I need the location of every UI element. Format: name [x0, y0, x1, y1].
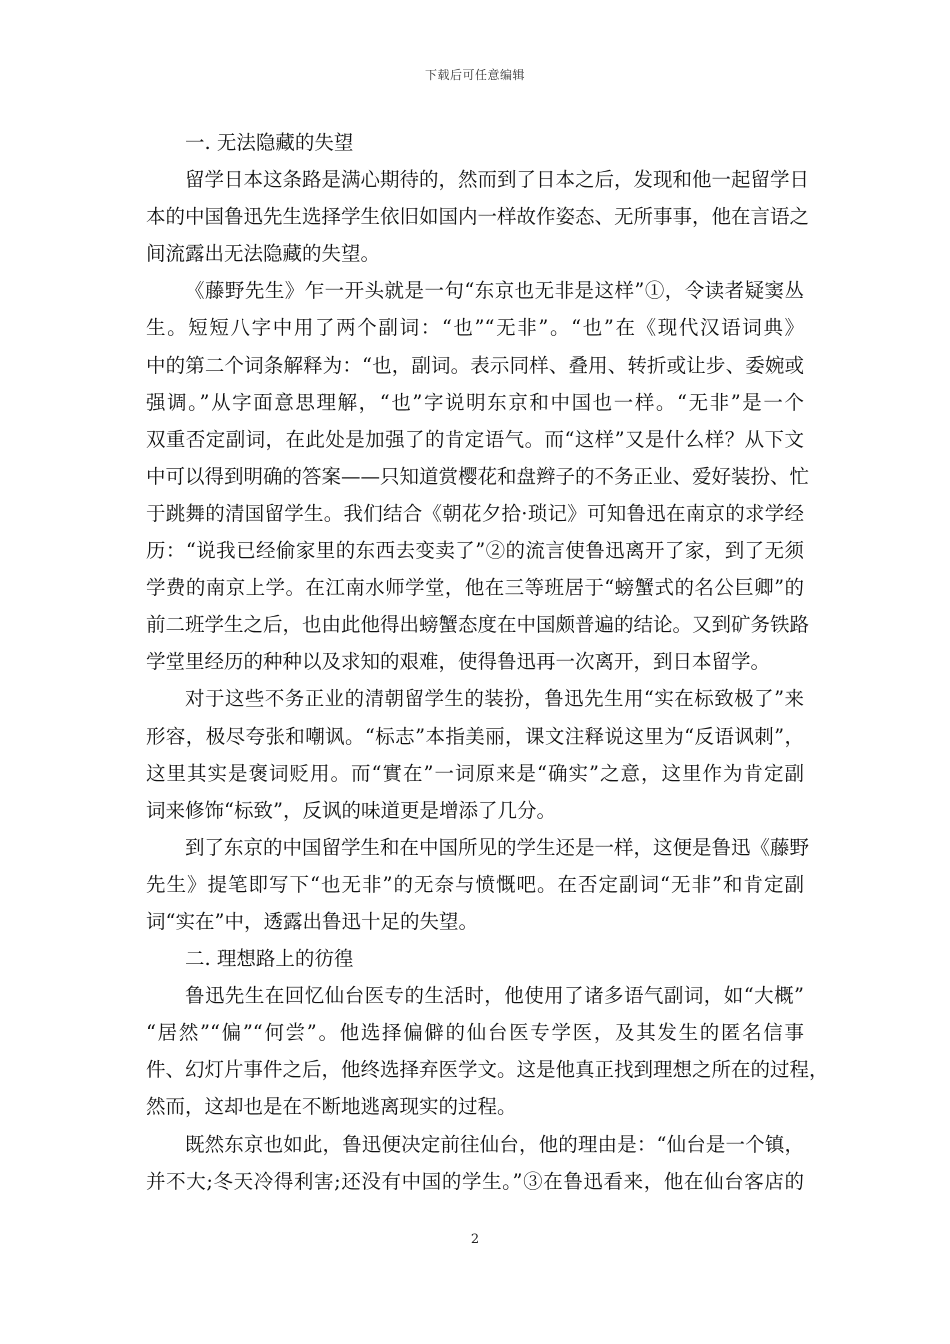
page-header: 下载后可任意编辑: [424, 68, 525, 82]
body-line: 中可以得到明确的答案——只知道赏樱花和盘辫子的不务正业、爱好装扮、忙: [146, 464, 810, 488]
body-line: 间流露出无法隐藏的失望。: [146, 242, 381, 266]
page-number: 2: [470, 1232, 480, 1247]
body-line: 留学日本这条路是满心期待的，然而到了日本之后，发现和他一起留学日: [185, 168, 810, 192]
body-line: 形容，极尽夸张和嘲讽。“标志”本指美丽，课文注释说这里为“反语讽刺”，: [146, 724, 804, 748]
body-line: 先生》提笔即写下“也无非”的无奈与愤慨吧。在否定副词“无非”和肯定副: [146, 872, 804, 896]
body-line: 历：“说我已经偷家里的东西去变卖了”②的流言使鲁迅离开了家，到了无须: [146, 539, 804, 563]
section-heading-1: 一. 无法隐藏的失望: [185, 131, 354, 154]
body-line: 生。短短八字中用了两个副词：“也”“无非”。“也”在《现代汉语词典》: [146, 316, 804, 340]
body-line: 并不大;冬天冷得利害;还没有中国的学生。”③在鲁迅看来，他在仙台客店的: [146, 1169, 804, 1193]
body-line: 词“实在”中，透露出鲁迅十足的失望。: [146, 909, 478, 933]
body-line: 学费的南京上学。在江南水师学堂，他在三等班居于“螃蟹式的名公巨卿”的: [146, 576, 804, 600]
body-line: “居然”“偏”“何尝”。他选择偏僻的仙台医专学医，及其发生的匿名信事: [146, 1021, 804, 1045]
body-line: 然而，这却也是在不断地逃离现实的过程。: [146, 1095, 517, 1119]
body-line: 对于这些不务正业的清朝留学生的装扮，鲁迅先生用“实在标致极了”来: [185, 687, 804, 711]
document-body: [146, 124, 829, 1200]
body-line: 件、幻灯片事件之后，他终选择弃医学文。这是他真正找到理想之所在的过程，: [146, 1058, 829, 1082]
body-line: 既然东京也如此，鲁迅便决定前往仙台，他的理由是：“仙台是一个镇，: [185, 1132, 804, 1156]
body-line: 双重否定副词，在此处是加强了的肯定语气。而“这样”又是什么样？从下文: [146, 427, 804, 451]
body-line: 中的第二个词条解释为：“也，副词。表示同样、叠用、转折或让步、委婉或: [146, 353, 804, 377]
section-heading-2: 二. 理想路上的彷徨: [185, 947, 354, 971]
body-line: 前二班学生之后，也由此他得出螃蟹态度在中国颇普遍的结论。又到矿务铁路: [146, 613, 810, 637]
body-line: 学堂里经历的种种以及求知的艰难，使得鲁迅再一次离开，到日本留学。: [146, 650, 771, 674]
body-line: 本的中国鲁迅先生选择学生依旧如国内一样故作姿态、无所事事，他在言语之: [146, 205, 810, 229]
body-line: 到了东京的中国留学生和在中国所见的学生还是一样，这便是鲁迅《藤野: [185, 835, 810, 859]
body-line: 于跳舞的清国留学生。我们结合《朝花夕拾·琐记》可知鲁迅在南京的求学经: [146, 501, 804, 525]
body-line: 这里其实是褒词贬用。而“實在”一词原来是“确实”之意，这里作为肯定副: [146, 761, 804, 785]
body-line: 鲁迅先生在回忆仙台医专的生活时，他使用了诸多语气副词，如“大概”: [185, 984, 804, 1008]
body-line: 词来修饰“标致”，反讽的味道更是增添了几分。: [146, 798, 556, 822]
body-line: 《藤野先生》乍一开头就是一句“东京也无非是这样”①，令读者疑窦丛: [185, 279, 804, 303]
body-line: 强调。”从字面意思理解，“也”字说明东京和中国也一样。“无非”是一个: [146, 390, 804, 414]
